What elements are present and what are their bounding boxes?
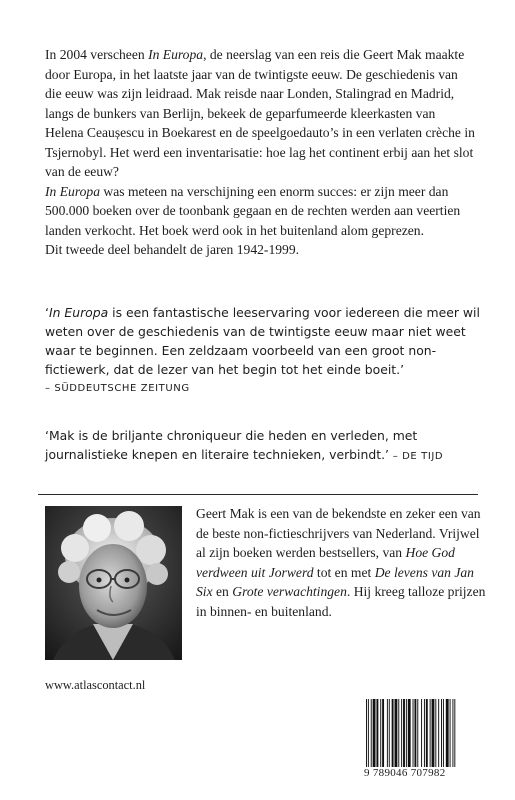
barcode-bar xyxy=(392,699,394,767)
barcode-bar xyxy=(413,699,414,767)
barcode-bars xyxy=(364,699,486,767)
author-book-title-1: Hoe God verdween uit Jorwerd xyxy=(196,545,455,580)
barcode-bar xyxy=(441,699,442,767)
barcode-bar xyxy=(417,699,418,767)
author-book-title-2: De levens van Jan Six xyxy=(196,564,474,600)
barcode-bar xyxy=(366,699,367,767)
back-cover-blurb xyxy=(45,45,475,260)
quote2-source: – DE TIJD xyxy=(388,451,444,462)
barcode-bar xyxy=(435,699,436,767)
blurb-book-title-2: In Europa xyxy=(45,183,100,199)
quote1-book-title: In Europa xyxy=(48,305,109,320)
barcode-bar xyxy=(438,699,439,767)
barcode-bar xyxy=(408,699,411,767)
barcode-bar xyxy=(368,699,369,767)
review-quote-de-tijd xyxy=(45,426,485,466)
author-book-title-3: Grote verwachtingen xyxy=(232,584,347,600)
barcode-bar xyxy=(421,699,422,767)
barcode-bar xyxy=(376,699,378,767)
barcode-bar xyxy=(446,699,449,767)
barcode-bar xyxy=(424,699,425,767)
barcode-bar xyxy=(430,699,431,767)
blurb-text-b: , de neerslag van een reis die Geert Mak maakte door Europa, in het laatste jaar van de twintigste eeuw. De geschiedenis van die eeuw was zijn leidraad. Mak reisde naar Londen, Stalingrad en Madrid, langs de bunkers van Berlijn, bekeek de geparfumeerde kleerkasten van Helena Ceaușescu in Boekarest en de speelgoedauto’s in een verlaten crèche in Tsjernobyl. Het werd een inventarisatie: hoe lag het continent erbij aan het slot van de eeuw? xyxy=(45,47,475,179)
section-divider xyxy=(38,494,478,495)
barcode-bar xyxy=(452,699,453,767)
author-bio-text-d: . Hij kreeg talloze prijzen in binnen- en buitenland. xyxy=(196,584,486,619)
blurb-period-text: Dit tweede deel behandelt de jaren 1942-1999. xyxy=(45,242,300,257)
quote1-source: – SÜDDEUTSCHE ZEITUNG xyxy=(45,383,190,394)
barcode-bar xyxy=(382,699,384,767)
barcode-bar xyxy=(401,699,402,767)
barcode-bar xyxy=(450,699,451,767)
barcode-bar xyxy=(371,699,372,767)
blurb-book-title: In Europa xyxy=(148,47,204,62)
author-bio xyxy=(196,504,486,622)
barcode-bar xyxy=(432,699,435,767)
author-bio-text-c: en xyxy=(212,584,233,600)
barcode-bar xyxy=(387,699,388,767)
barcode-digits: 9 789046 707982 xyxy=(364,767,446,779)
quote1-text: is een fantastische leeservaring voor iedereen die meer wil weten over de geschiedenis van de twintigste eeuw maar niet weet waar te beginnen. Een zeldzaam voorbeeld van een groot non-fictiewerk, dat de lezer van het begin tot het einde boeit.’ xyxy=(45,305,480,377)
author-bio-text-a: Geert Mak is een van de bekendste en zeker een van de beste non-fictieschrijvers van Nederland. Vrijwel al zijn boeken werden bestsellers, van xyxy=(196,506,481,561)
barcode-bar xyxy=(406,699,407,767)
barcode-bar xyxy=(398,699,399,767)
author-photo xyxy=(45,506,182,660)
quote2-text: ‘Mak is de briljante chroniqueur die heden en verleden, met journalistieke knepen en literaire technieken, verbindt.’ xyxy=(45,428,418,462)
barcode-bar xyxy=(443,699,444,767)
barcode-bar xyxy=(373,699,376,767)
review-quote-sueddeutsche xyxy=(45,303,485,398)
barcode-bar xyxy=(414,699,416,767)
author-bio-text-b: tot en met xyxy=(313,564,375,580)
isbn-barcode xyxy=(364,699,486,781)
quote1-open: ‘ xyxy=(45,305,49,320)
barcode-bar xyxy=(454,699,455,767)
barcode-bar xyxy=(380,699,381,767)
barcode-bar xyxy=(395,699,398,767)
blurb-success-text: was meteen na verschijning een enorm succes: er zijn meer dan 500.000 boeken over de toonbank gegaan en de rechten werden aan veertien landen verkocht. Het boek werd ook in het buitenland alom geprezen. xyxy=(45,183,461,238)
barcode-bar xyxy=(403,699,405,767)
blurb-text-a: In 2004 verscheen xyxy=(45,47,149,62)
barcode-bar xyxy=(426,699,428,767)
barcode-bar xyxy=(389,699,390,767)
publisher-website: www.atlascontact.nl xyxy=(45,678,146,692)
